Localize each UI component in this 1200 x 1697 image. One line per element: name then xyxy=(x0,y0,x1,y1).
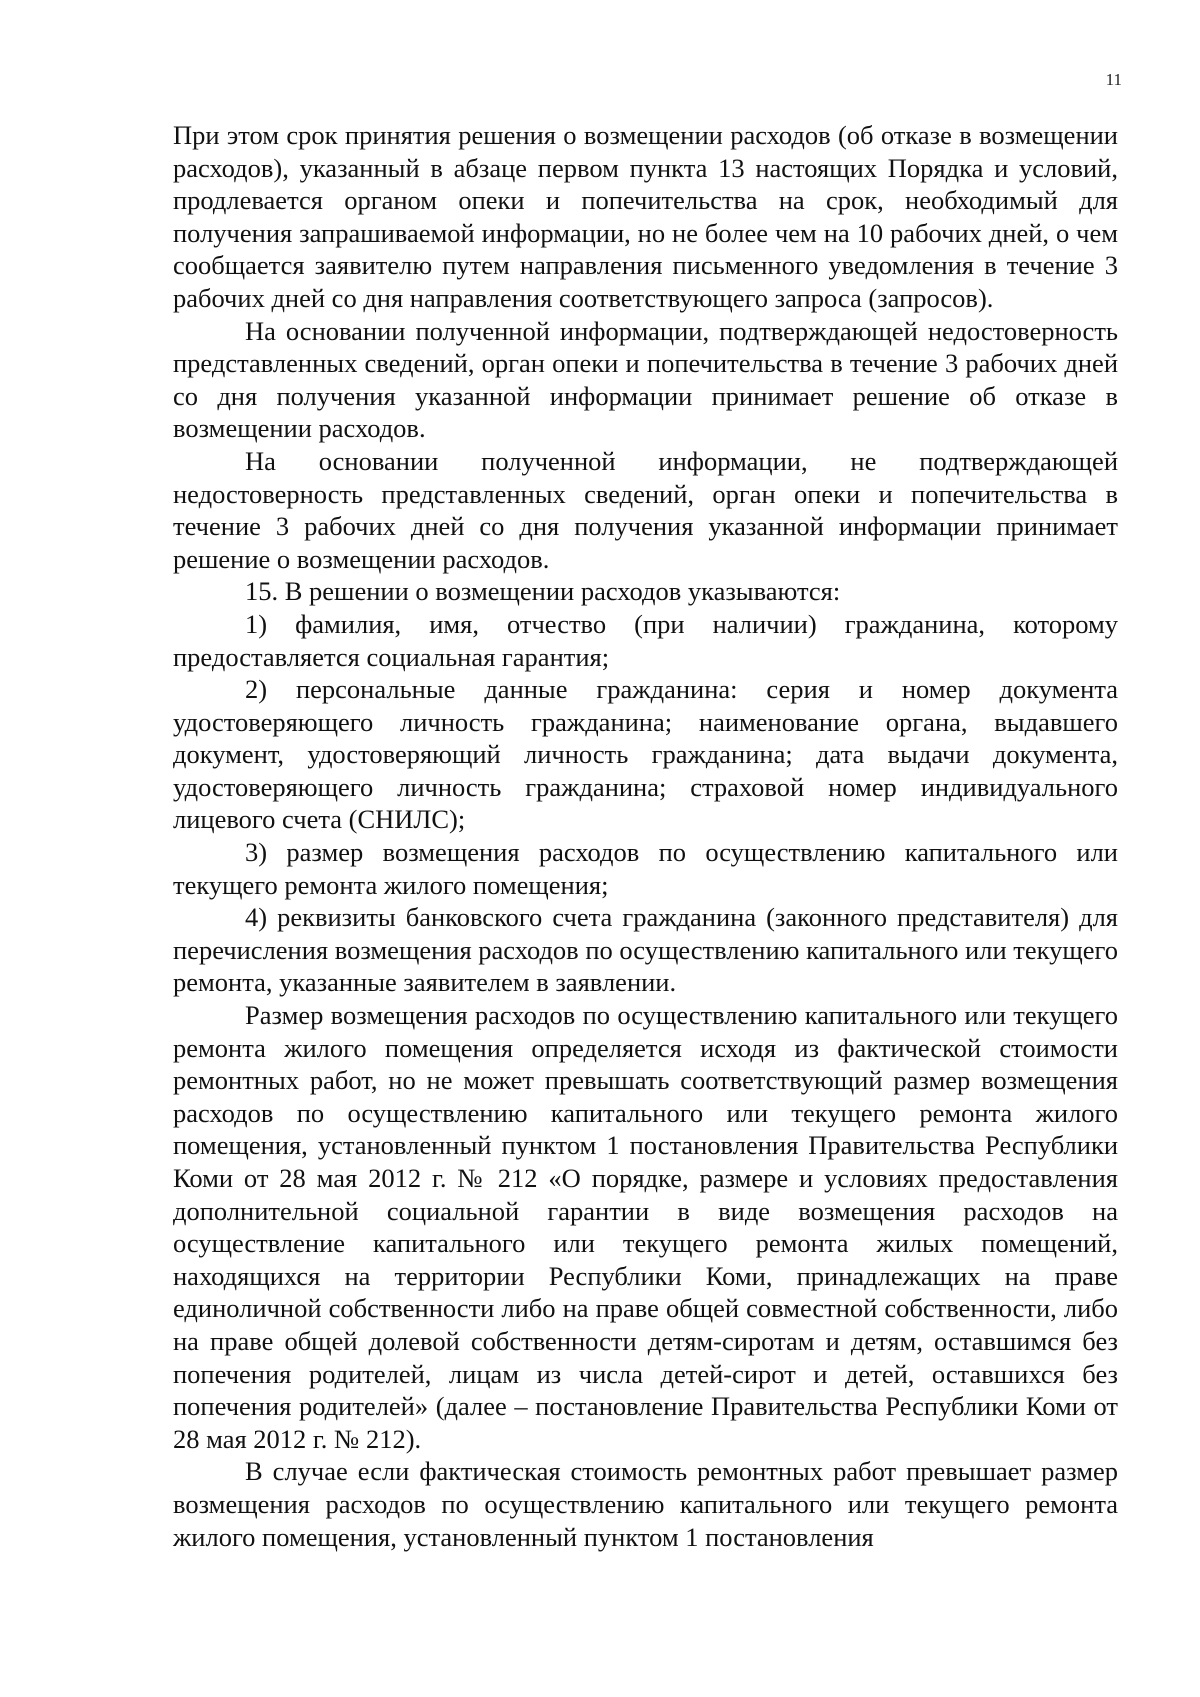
paragraph-refusal-decision: На основании полученной информации, подтверждающей недостоверность представленных сведений, орган опеки и попечительства в течение 3 рабочих дней со дня получения указанной информации принимает решение об отказе в возмещении расходов. xyxy=(173,315,1118,444)
list-item-2: 2) персональные данные гражданина: серия и номер документа удостоверяющего личность гражданина; наименование органа, выдавшего документ, удостоверяющий личность гражданина; дата выдачи документа, удостоверяющего личность гражданина; страховой номер индивидуального лицевого счета (СНИЛС); xyxy=(173,674,1118,835)
paragraph-cost-exceeds: В случае если фактическая стоимость ремонтных работ превышает размер возмещения расходов по осуществлению капитального или текущего ремонта жилого помещения, установленный пунктом 1 постановления xyxy=(173,1456,1118,1552)
page-number: 11 xyxy=(1105,70,1122,89)
list-item-4: 4) реквизиты банковского счета гражданина (законного представителя) для перечисления возмещения расходов по осуществлению капитального или текущего ремонта, указанные заявителем в заявлении. xyxy=(173,902,1118,998)
paragraph-term-extension: При этом срок принятия решения о возмещении расходов (об отказе в возмещении расходов), указанный в абзаце первом пункта 13 настоящих Порядка и условий, продлевается органом опеки и попечительства на срок, необходимый для получения запрашиваемой информации, но не более чем на 10 рабочих дней, о чем сообщается заявителю путем направления письменного уведомления в течение 3 рабочих дней со дня направления соответствующего запроса (запросов). xyxy=(173,120,1118,313)
list-item-1: 1) фамилия, имя, отчество (при наличии) гражданина, которому предоставляется социальная гарантия; xyxy=(173,608,1118,672)
document-body xyxy=(173,119,1118,1553)
paragraph-approval-decision: На основании полученной информации, не подтверждающей недостоверность представленных сведений, орган опеки и попечительства в течение 3 рабочих дней со дня получения указанной информации принимает решение о возмещении расходов. xyxy=(173,445,1118,574)
paragraph-compensation-amount: Размер возмещения расходов по осуществлению капитального или текущего ремонта жилого помещения определяется исходя из фактической стоимости ремонтных работ, но не может превышать соответствующий размер возмещения расходов по осуществлению капитального или текущего ремонта жилого помещения, установленный пунктом 1 постановления Правительства Республики Коми от 28 мая 2012 г. № 212 «О порядке, размере и условиях предоставления дополнительной социальной гарантии в виде возмещения расходов на осуществление капитального или текущего ремонта жилых помещений, находящихся на территории Республики Коми, принадлежащих на праве единоличной собственности либо на праве общей совместной собственности, либо на праве общей долевой собственности детям-сиротам и детям, оставшимся без попечения родителей, лицам из числа детей-сирот и детей, оставшихся без попечения родителей» (далее – постановление Правительства Республики Коми от 28 мая 2012 г. № 212). xyxy=(173,1000,1118,1454)
paragraph-item-15-heading: 15. В решении о возмещении расходов указываются: xyxy=(245,576,841,607)
list-item-3: 3) размер возмещения расходов по осуществлению капитального или текущего ремонта жилого помещения; xyxy=(173,837,1118,900)
